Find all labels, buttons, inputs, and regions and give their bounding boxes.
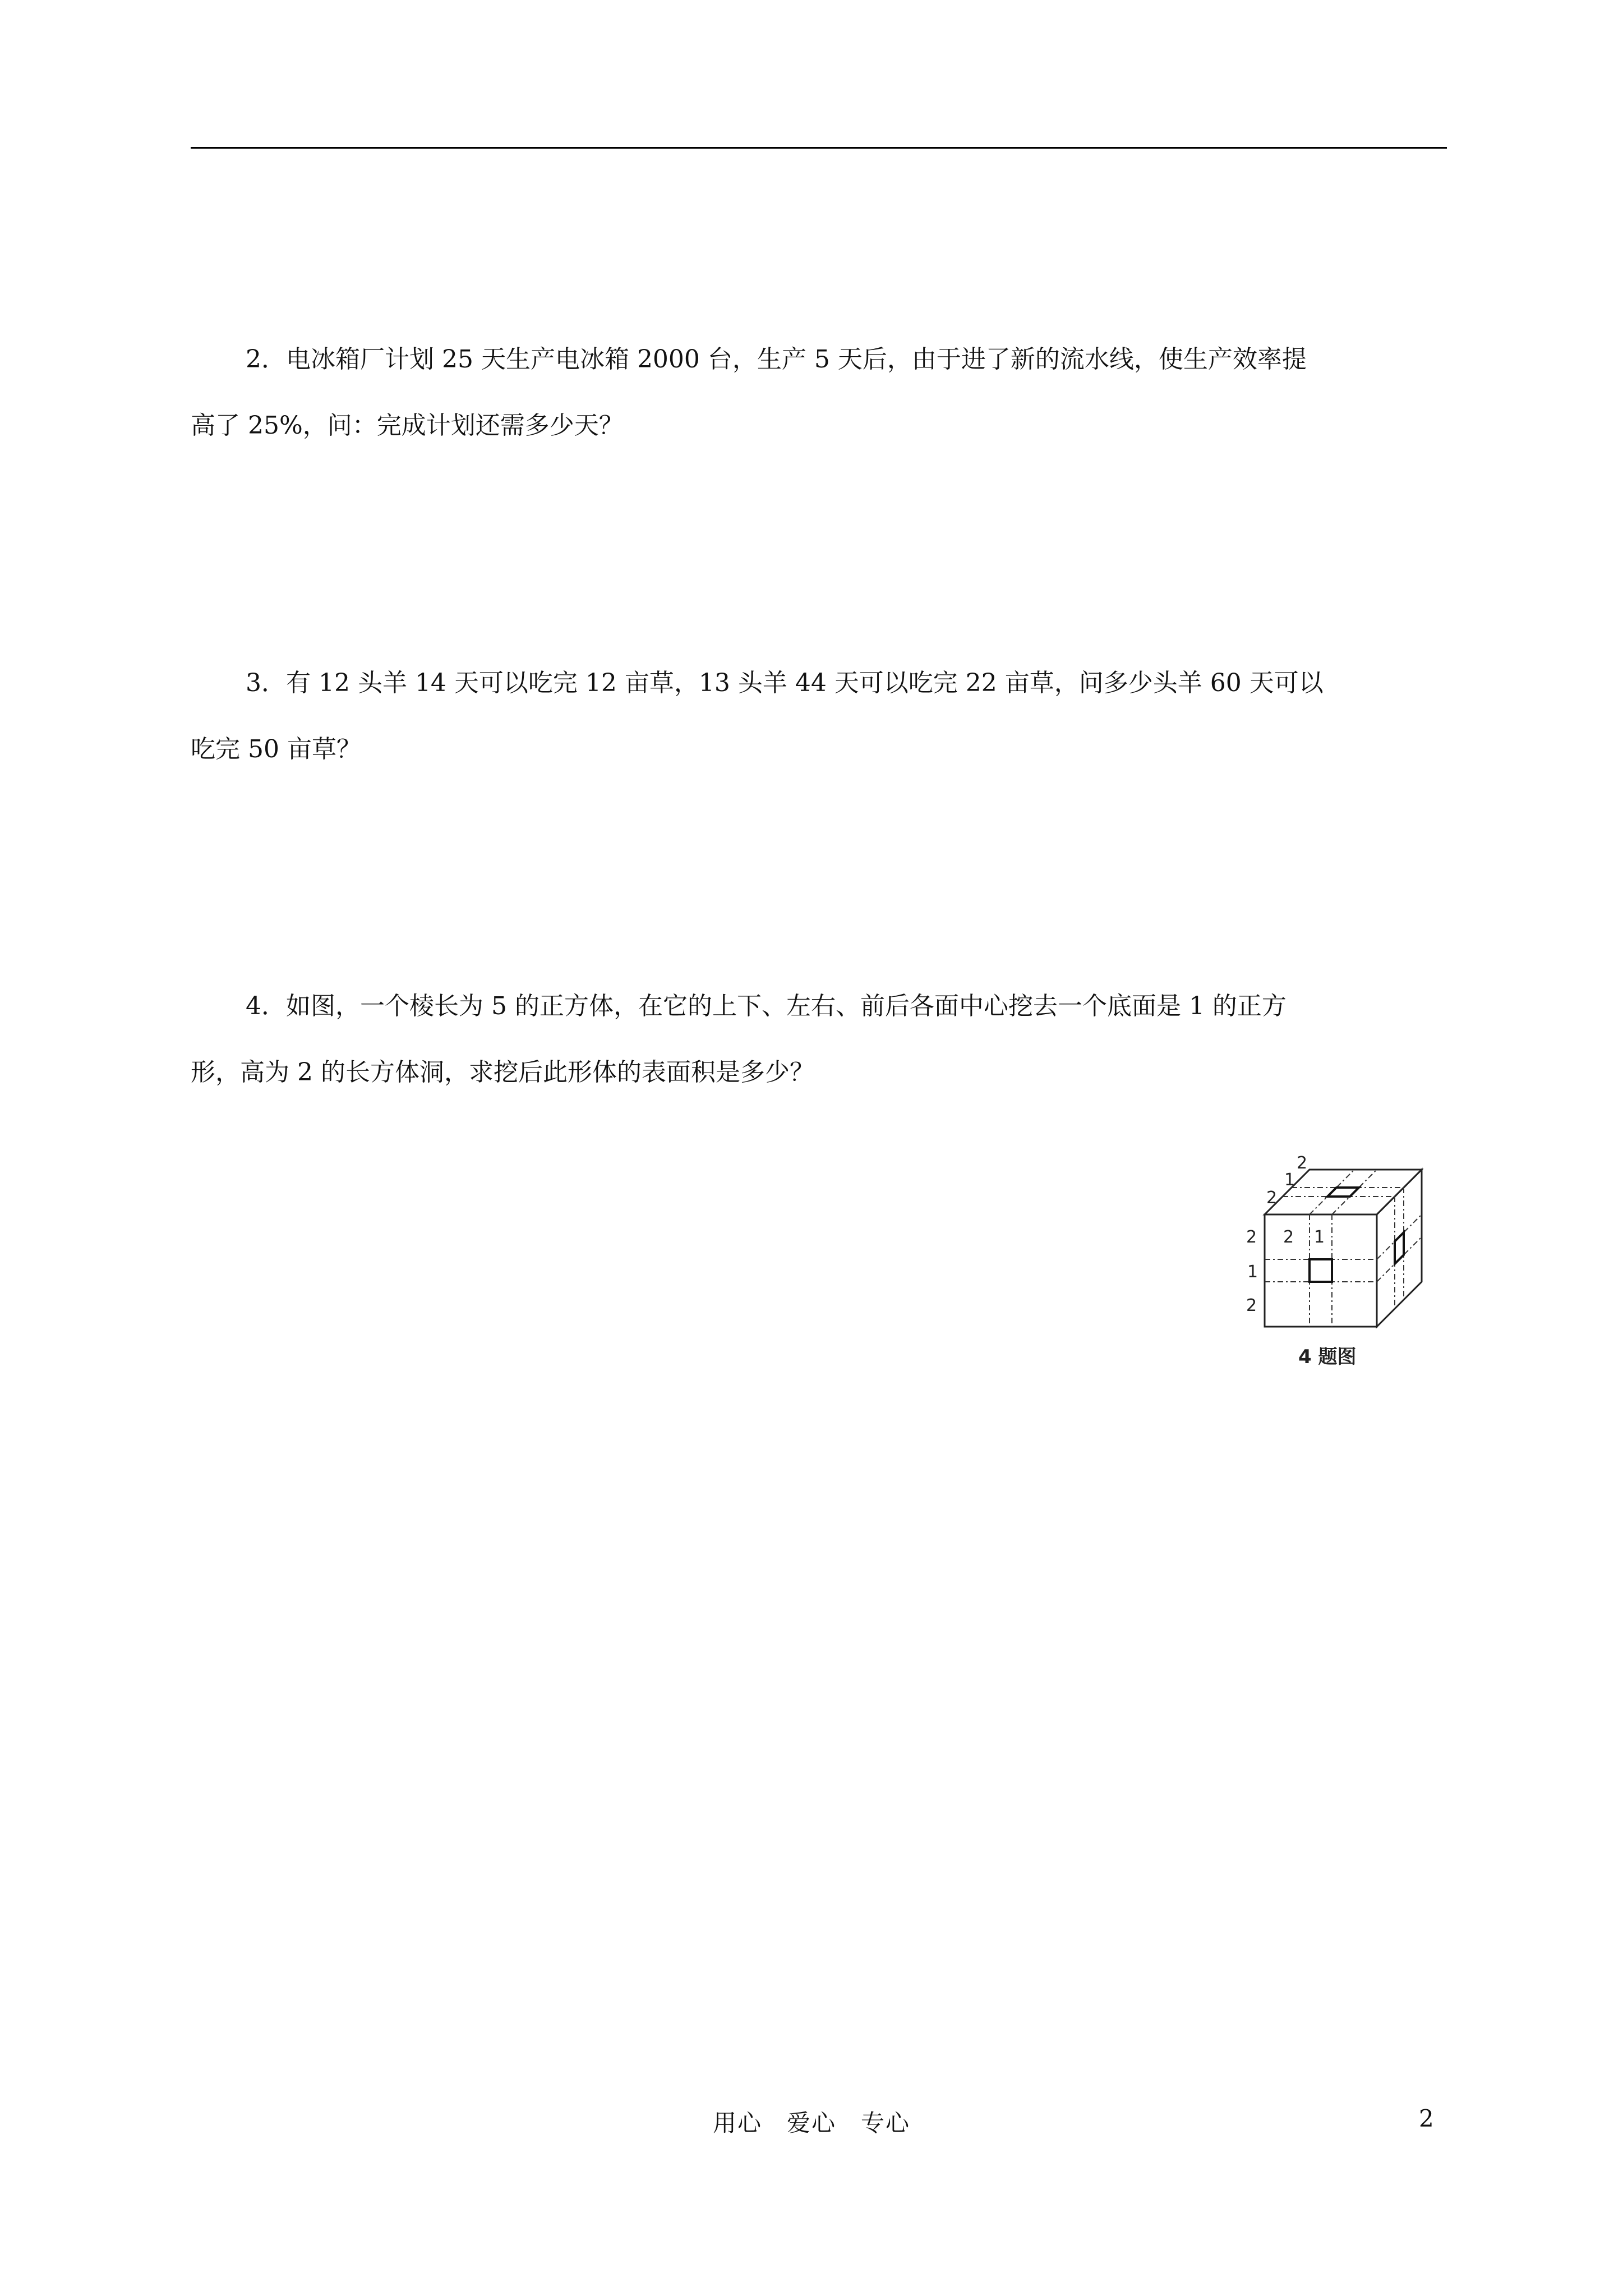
label-top-depth-2b: 2: [1266, 1188, 1278, 1208]
question-3-line-1: 3．有 12 头羊 14 天可以吃完 12 亩草，13 头羊 44 天可以吃完 22 亩草，问多少头羊 60 天可以: [246, 669, 1324, 697]
label-left-2-bottom: 2: [1246, 1296, 1257, 1315]
top-grid-lines: [1283, 1170, 1404, 1214]
top-hole: [1327, 1188, 1359, 1197]
right-grid-lines: [1377, 1188, 1422, 1309]
figure-caption: 4 题图: [1298, 1346, 1357, 1368]
question-3: [191, 650, 1447, 783]
question-2: [191, 326, 1447, 459]
question-2-line-2: 高了 25%，问：完成计划还需多少天？: [191, 411, 624, 440]
label-front-1: 1: [1314, 1227, 1325, 1247]
cube-right-face: [1377, 1170, 1422, 1327]
label-left-2-top: 2: [1246, 1227, 1257, 1247]
page-number: 2: [1419, 2105, 1434, 2132]
cube-diagram: [1234, 1153, 1447, 1388]
question-2-line-1: 2．电冰箱厂计划 25 天生产电冰箱 2000 台，生产 5 天后，由于进了新的流水线，使生产效率提: [246, 345, 1307, 374]
right-hole: [1395, 1232, 1404, 1264]
label-top-depth-2: 2: [1297, 1153, 1308, 1173]
label-top-depth-1: 1: [1284, 1170, 1295, 1190]
footer-slogan: 用心 爱心 专心: [712, 2109, 910, 2137]
front-hole: [1310, 1259, 1332, 1282]
header-rule: [191, 147, 1447, 149]
question-4-line-1: 4．如图，一个棱长为 5 的正方体，在它的上下、左右、前后各面中心挖去一个底面是 1 的正方: [246, 992, 1287, 1020]
question-3-line-2: 吃完 50 亩草？: [191, 735, 361, 763]
question-4-line-2: 形，高为 2 的长方体洞，求挖后此形体的表面积是多少？: [191, 1058, 814, 1087]
question-4: [191, 973, 1447, 1106]
label-left-1: 1: [1247, 1262, 1258, 1282]
cube-figure: [1234, 1153, 1447, 1388]
label-front-2: 2: [1283, 1227, 1294, 1247]
